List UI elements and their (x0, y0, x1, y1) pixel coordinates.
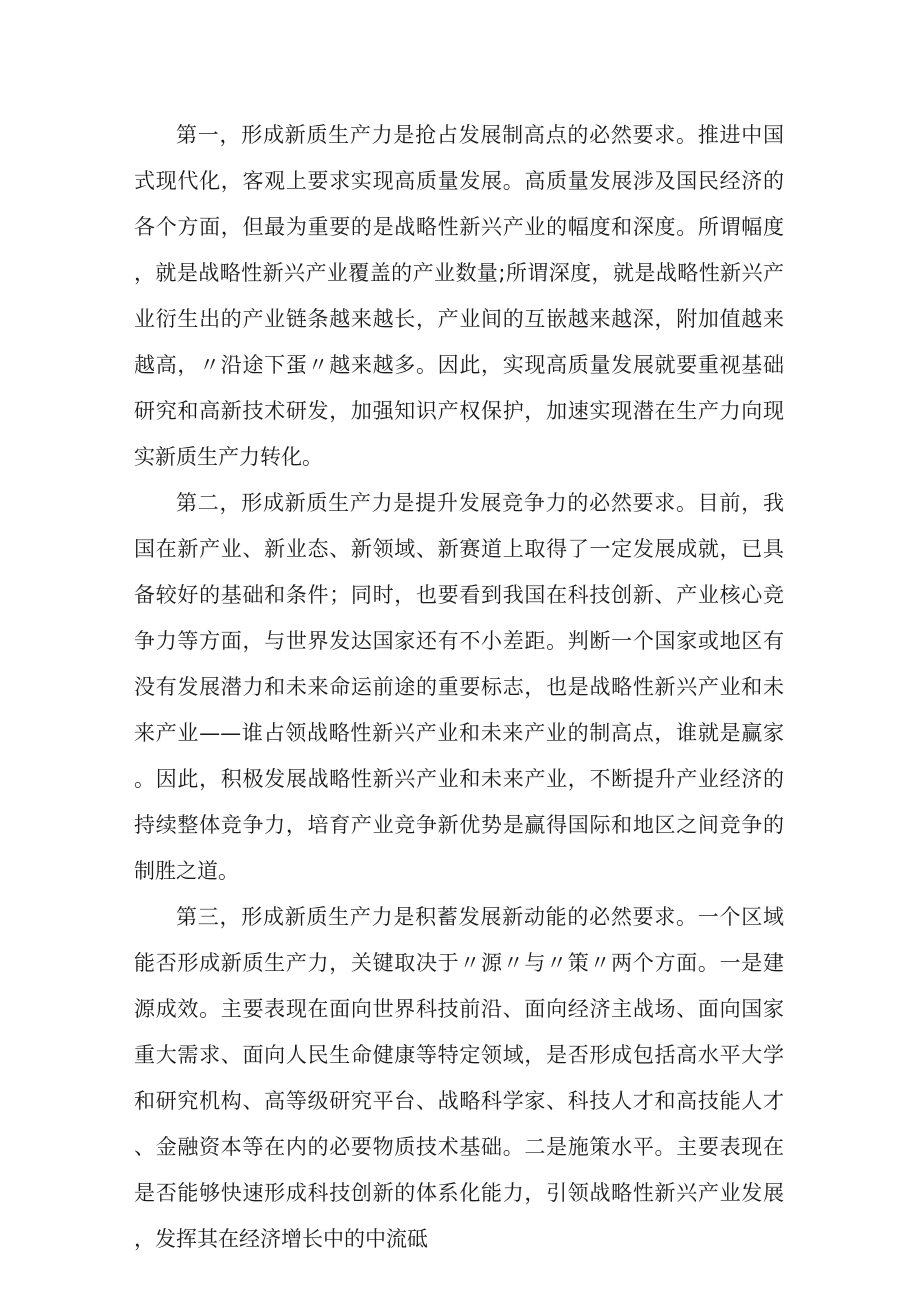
paragraph-first: 第一，形成新质生产力是抢占发展制高点的必然要求。推进中国式现代化，客观上要求实现高质量发展。高质量发展涉及国民经济的各个方面，但最为重要的是战略性新兴产业的幅度和深度。所谓幅度，就是战略性新兴产业覆盖的产业数量;所谓深度，就是战略性新兴产业衍生出的产业链条越来越长，产业间的互嵌越来越深，附加值越来越高，〃沿途下蛋〃越来越多。因此，实现高质量发展就要重视基础研究和高新技术研发，加强知识产权保护，加速实现潜在生产力向现实新质生产力转化。 (134, 123, 784, 469)
paragraph-third: 第三，形成新质生产力是积蓄发展新动能的必然要求。一个区域能否形成新质生产力，关键取决于〃源〃与〃策〃两个方面。一是建源成效。主要表现在面向世界科技前沿、面向经济主战场、面向国家重大需求、面向人民生命健康等特定领域，是否形成包括高水平大学和研究机构、高等级研究平台、战略科学家、科技人才和高技能人才、金融资本等在内的必要物质技术基础。二是施策水平。主要表现在是否能够快速形成科技创新的体系化能力，引领战略性新兴产业发展，发挥其在经济增长中的中流砥 (134, 905, 784, 1251)
paragraph-second: 第二，形成新质生产力是提升发展竞争力的必然要求。目前，我国在新产业、新业态、新领域、新赛道上取得了一定发展成就，已具备较好的基础和条件；同时，也要看到我国在科技创新、产业核心竞争力等方面，与世界发达国家还有不小差距。判断一个国家或地区有没有发展潜力和未来命运前途的重要标志，也是战略性新兴产业和未来产业——谁占领战略性新兴产业和未来产业的制高点，谁就是赢家。因此，积极发展战略性新兴产业和未来产业，不断提升产业经济的持续整体竞争力，培育产业竞争新优势是赢得国际和地区之间竞争的制胜之道。 (134, 491, 784, 883)
document-body (134, 112, 784, 1262)
